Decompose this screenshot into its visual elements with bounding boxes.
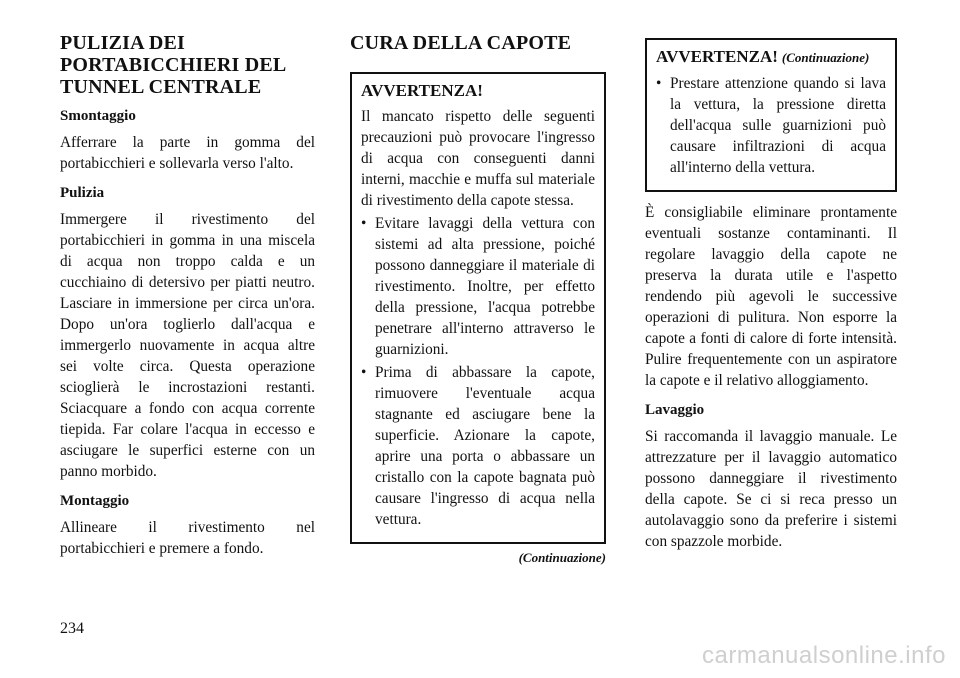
warning-bullet-text: Prestare attenzione quando si lava la vettura, la pressione diretta dell'acqua sulle guarnizioni può causare infiltrazioni di acqua all'interno della vettura. bbox=[670, 75, 886, 176]
warning-continued-label: (Continuazione) bbox=[781, 50, 870, 65]
warning-intro: Il mancato rispetto delle seguenti precauzioni può provocare l'ingresso di acqua con conseguenti danni interni, macchie e muffa sul materiale di rivestimento della capote stessa. bbox=[361, 108, 595, 209]
heading-washing: Lavaggio bbox=[645, 402, 705, 418]
warning-title bbox=[656, 46, 886, 69]
warning-box-continued bbox=[645, 38, 897, 192]
warning-title: AVVERTENZA! bbox=[361, 81, 483, 100]
warning-box bbox=[350, 72, 606, 544]
left-column bbox=[60, 32, 315, 568]
section-title-cupholder: PULIZIA DEI PORTABICCHIERI DEL TUNNEL CENTRALE bbox=[60, 32, 286, 98]
text-removal: Afferrare la parte in gomma del portabicchieri e sollevarla verso l'alto. bbox=[60, 134, 315, 172]
warning-bullet-text: Evitare lavaggi della vettura con sistemi ad alta pressione, poiché possono danneggiare il materiale di rivestimento. Inoltre, per effetto della pressione, l'acqua potrebbe penetrare all'interno attraverso le guarnizioni. bbox=[375, 215, 595, 358]
text-installation: Allineare il rivestimento nel portabicchieri e premere a fondo. bbox=[60, 519, 315, 557]
watermark: carmanualsonline.info bbox=[702, 642, 946, 669]
bullet-icon: • bbox=[361, 215, 367, 232]
warning-bullet bbox=[656, 73, 886, 178]
heading-cleaning: Pulizia bbox=[60, 185, 105, 201]
warning-title-text: AVVERTENZA! bbox=[656, 47, 778, 66]
text-soft-top-maintenance: È consigliabile eliminare prontamente eventuali sostanze contaminanti. Il regolare lavaggio della capote ne preserva la durata utile e l'aspetto rendendo più agevoli le successive operazioni di pulitura. Non esporre la capote a fonti di calore di forte intensità. Pulire frequentemente con un aspiratore la capote e il relativo alloggiamento. bbox=[645, 204, 897, 389]
warning-bullet bbox=[361, 362, 595, 530]
continued-label: (Continuazione) bbox=[518, 550, 606, 565]
bullet-icon: • bbox=[656, 75, 662, 92]
right-column bbox=[645, 38, 897, 561]
warning-bullet-list bbox=[656, 73, 886, 178]
page-number: 234 bbox=[60, 620, 84, 637]
bullet-icon: • bbox=[361, 364, 367, 381]
warning-bullet bbox=[361, 213, 595, 360]
heading-installation: Montaggio bbox=[60, 493, 130, 509]
warning-bullet-text: Prima di abbassare la capote, rimuovere l'eventuale acqua stagnante ed asciugare bene la superficie. Azionare la capote, aprire una porta o abbassare un cristallo con la capote bagnata può causare l'ingresso di acqua nella vettura. bbox=[375, 364, 595, 528]
section-title-soft-top-care: CURA DELLA CAPOTE bbox=[350, 32, 572, 54]
warning-bullet-list bbox=[361, 213, 595, 530]
text-cleaning: Immergere il rivestimento del portabicchieri in gomma in una miscela di acqua non troppo calda e un cucchiaino di detersivo per piatti neutro. Lasciare in immersione per circa un'ora. Dopo un'ora toglierlo dall'acqua e immergerlo nuovamente in acqua altre sei volte circa. Questa operazione scioglierà le incrostazioni restanti. Sciacquare a fondo con acqua corrente tiepida. Far colare l'acqua in eccesso e asciugare le superfici esterne con un panno morbido. bbox=[60, 211, 315, 480]
heading-removal: Smontaggio bbox=[60, 108, 136, 124]
text-washing: Si raccomanda il lavaggio manuale. Le attrezzature per il lavaggio automatico possono danneggiare il rivestimento della capote. Se ci si reca presso un autolavaggio sono da preferire i sistemi con spazzole morbide. bbox=[645, 428, 897, 550]
middle-column bbox=[350, 32, 606, 566]
